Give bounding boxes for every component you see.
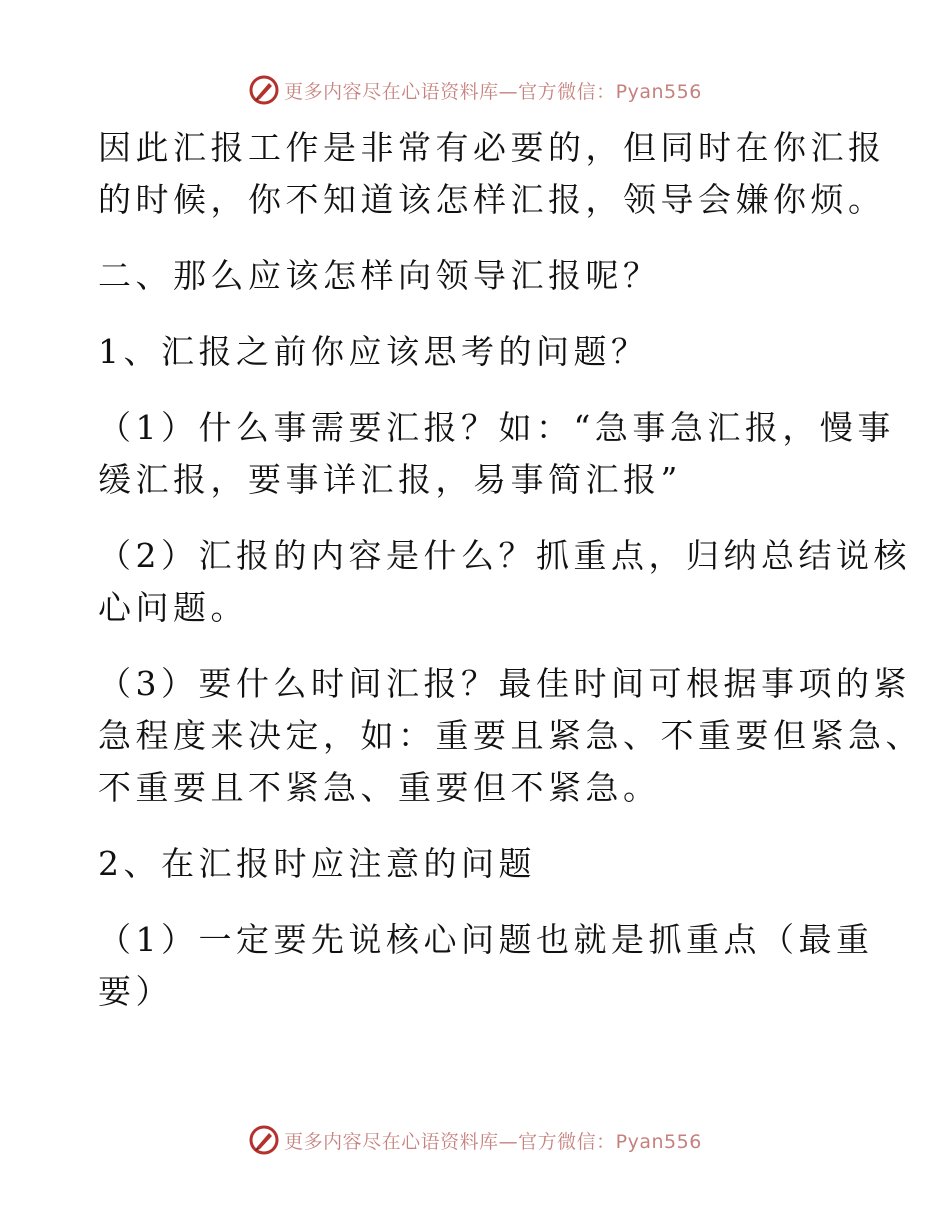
document-body xyxy=(98,122,923,1018)
footer-banner-text: 更多内容尽在心语资料库—官方微信：Pyan556 xyxy=(284,1130,702,1153)
paragraph-gap xyxy=(98,814,848,838)
text-line: 缓汇报，要事详汇报，易事简汇报” xyxy=(98,460,682,499)
text-line: （3）要什么时间汇报？最佳时间可根据事项的紧 xyxy=(98,664,911,703)
paragraph xyxy=(98,250,848,302)
paragraph-gap xyxy=(98,506,848,530)
paragraph xyxy=(98,326,848,378)
text-line: 急程度来决定，如：重要且紧急、不重要但紧急、 xyxy=(98,716,923,755)
text-line: （1）什么事需要汇报？如：“急事急汇报，慢事 xyxy=(98,408,895,447)
text-line: 不重要且不紧急、重要但不紧急。 xyxy=(98,768,661,807)
paragraph-gap xyxy=(98,226,848,250)
paragraph-gap xyxy=(98,634,848,658)
footer-banner xyxy=(0,1120,950,1160)
text-line: 要） xyxy=(98,972,173,1011)
paragraph xyxy=(98,838,848,890)
paragraph-gap xyxy=(98,378,848,402)
paragraph-gap xyxy=(98,302,848,326)
paragraph-gap xyxy=(98,890,848,914)
text-line: 的时候，你不知道该怎样汇报，领导会嫌你烦。 xyxy=(98,180,886,219)
header-banner-text: 更多内容尽在心语资料库—官方微信：Pyan556 xyxy=(284,80,702,103)
paragraph xyxy=(98,658,923,814)
text-line: （2）汇报的内容是什么？抓重点，归纳总结说核 xyxy=(98,536,911,575)
header-banner xyxy=(0,70,950,110)
text-line: （1）一定要先说核心问题也就是抓重点（最重 xyxy=(98,920,874,959)
text-line: 因此汇报工作是非常有必要的，但同时在你汇报 xyxy=(98,128,886,167)
text-line: 二、那么应该怎样向领导汇报呢？ xyxy=(98,256,661,295)
paragraph xyxy=(98,122,886,226)
pen-logo-icon xyxy=(248,74,280,106)
paragraph xyxy=(98,530,911,634)
paragraph xyxy=(98,914,874,1018)
text-line: 心问题。 xyxy=(98,588,248,627)
pen-logo-icon xyxy=(248,1124,280,1156)
text-line: 2、在汇报时应注意的问题 xyxy=(98,844,536,883)
text-line: 1、汇报之前你应该思考的问题？ xyxy=(98,332,649,371)
paragraph xyxy=(98,402,895,506)
